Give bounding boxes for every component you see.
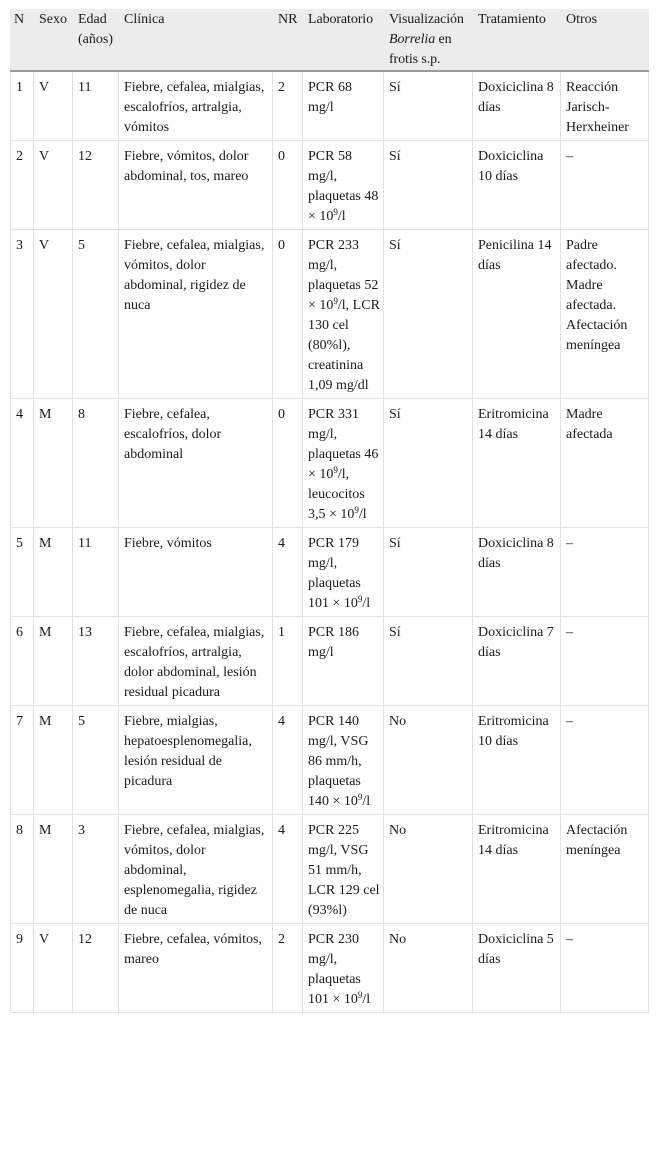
cell-visualizacion: Sí (384, 528, 473, 617)
lab-exponent: 9 (357, 990, 363, 1000)
lab-text: /l (362, 596, 371, 611)
header-laboratorio: Laboratorio (303, 10, 384, 72)
cell-edad: 5 (73, 230, 119, 399)
lab-text: PCR 179 mg/l, plaquetas 101 × 10 (308, 536, 361, 611)
cell-tratamiento: Doxiciclina 5 días (473, 924, 561, 1013)
cell-edad: 3 (73, 815, 119, 924)
cell-n: 1 (11, 71, 34, 141)
header-vis-line1: Visualización (389, 12, 464, 27)
cell-clinica: Fiebre, vómitos (119, 528, 273, 617)
cell-otros: – (561, 528, 649, 617)
cell-clinica: Fiebre, cefalea, mialgias, vómitos, dolor abdominal, esplenomegalia, rigidez de nuca (119, 815, 273, 924)
lab-text: PCR 233 mg/l, plaquetas 52 × 10 (308, 238, 379, 313)
cell-visualizacion: Sí (384, 617, 473, 706)
header-edad-line2: (años) (78, 32, 113, 47)
cell-laboratorio (303, 141, 384, 230)
cell-tratamiento: Eritromicina 14 días (473, 399, 561, 528)
cell-otros: – (561, 141, 649, 230)
table-row (11, 617, 649, 706)
cell-laboratorio (303, 528, 384, 617)
table-row (11, 528, 649, 617)
cell-n: 9 (11, 924, 34, 1013)
cell-clinica: Fiebre, cefalea, mialgias, escalofríos, artralgia, vómitos (119, 71, 273, 141)
cell-laboratorio (303, 230, 384, 399)
lab-text: /l (362, 794, 371, 809)
cell-visualizacion: Sí (384, 399, 473, 528)
cell-n: 8 (11, 815, 34, 924)
lab-exponent: 9 (354, 505, 359, 515)
header-otros: Otros (561, 10, 649, 72)
cell-nr: 4 (273, 528, 303, 617)
cell-n: 2 (11, 141, 34, 230)
header-vis-borrelia: Borrelia (389, 32, 436, 47)
cell-visualizacion: Sí (384, 71, 473, 141)
cell-n: 3 (11, 230, 34, 399)
lab-text: PCR 140 mg/l, VSG 86 mm/h, plaquetas 140 × 10 (308, 714, 369, 809)
cell-sexo: V (34, 924, 73, 1013)
cell-tratamiento: Penicilina 14 días (473, 230, 561, 399)
cell-laboratorio (303, 815, 384, 924)
cell-edad: 11 (73, 71, 119, 141)
table-row (11, 141, 649, 230)
cell-tratamiento: Doxiciclina 8 días (473, 528, 561, 617)
cell-otros: Afectación meníngea (561, 815, 649, 924)
cell-n: 6 (11, 617, 34, 706)
cell-clinica: Fiebre, cefalea, mialgias, escalofríos, artralgia, dolor abdominal, lesión residual picadura (119, 617, 273, 706)
cell-visualizacion: No (384, 815, 473, 924)
lab-text: PCR 58 mg/l, plaquetas 48 × 10 (308, 149, 379, 224)
lab-text: /l, leucocitos 3,5 × 10 (308, 467, 365, 522)
cell-clinica: Fiebre, mialgias, hepatoesplenomegalia, lesión residual de picadura (119, 706, 273, 815)
cell-tratamiento: Eritromicina 10 días (473, 706, 561, 815)
lab-text: PCR 331 mg/l, plaquetas 46 × 10 (308, 407, 379, 482)
lab-exponent: 9 (333, 207, 338, 217)
header-nr: NR (273, 10, 303, 72)
cell-sexo: V (34, 71, 73, 141)
cell-visualizacion: No (384, 706, 473, 815)
cell-laboratorio (303, 399, 384, 528)
cell-n: 4 (11, 399, 34, 528)
table-body (11, 71, 649, 1013)
cell-clinica: Fiebre, vómitos, dolor abdominal, tos, mareo (119, 141, 273, 230)
cell-n: 5 (11, 528, 34, 617)
cell-nr: 2 (273, 71, 303, 141)
cell-sexo: M (34, 399, 73, 528)
cell-nr: 0 (273, 230, 303, 399)
cell-clinica: Fiebre, cefalea, escalofríos, dolor abdominal (119, 399, 273, 528)
lab-exponent: 9 (333, 465, 338, 475)
header-tratamiento: Tratamiento (473, 10, 561, 72)
cell-edad: 8 (73, 399, 119, 528)
table-row (11, 815, 649, 924)
cell-sexo: M (34, 617, 73, 706)
lab-text: /l (358, 507, 367, 522)
header-n: N (11, 10, 34, 72)
cell-tratamiento: Doxiciclina 7 días (473, 617, 561, 706)
cell-edad: 12 (73, 141, 119, 230)
cell-laboratorio (303, 706, 384, 815)
header-visualizacion (384, 10, 473, 72)
cell-nr: 2 (273, 924, 303, 1013)
cell-sexo: V (34, 141, 73, 230)
cell-edad: 5 (73, 706, 119, 815)
cell-laboratorio (303, 71, 384, 141)
table-row (11, 399, 649, 528)
lab-text: PCR 225 mg/l, VSG 51 mm/h, LCR 129 cel (93%l) (308, 823, 380, 918)
cell-tratamiento: Eritromicina 14 días (473, 815, 561, 924)
cell-otros: Reacción Jarisch-Herxheiner (561, 71, 649, 141)
cell-otros: Madre afectada (561, 399, 649, 528)
cell-visualizacion: No (384, 924, 473, 1013)
lab-exponent: 9 (357, 792, 363, 802)
header-vis-line3: frotis s.p. (389, 52, 441, 67)
cell-edad: 11 (73, 528, 119, 617)
lab-text: /l, LCR 130 cel (80%l), creatinina 1,09 mg/dl (308, 298, 380, 393)
cell-visualizacion: Sí (384, 141, 473, 230)
cell-edad: 13 (73, 617, 119, 706)
cell-nr: 4 (273, 815, 303, 924)
cell-sexo: M (34, 528, 73, 617)
cell-otros: – (561, 706, 649, 815)
header-vis-en: en (435, 32, 452, 47)
lab-text: PCR 230 mg/l, plaquetas 101 × 10 (308, 932, 361, 1007)
lab-text: PCR 186 mg/l (308, 625, 359, 660)
table-row (11, 706, 649, 815)
header-edad-line1: Edad (78, 12, 107, 27)
table-header (11, 10, 649, 72)
cell-clinica: Fiebre, cefalea, mialgias, vómitos, dolor abdominal, rigidez de nuca (119, 230, 273, 399)
cell-sexo: M (34, 815, 73, 924)
lab-text: /l (362, 992, 371, 1007)
lab-text: PCR 68 mg/l (308, 80, 352, 115)
cell-otros: – (561, 924, 649, 1013)
header-edad (73, 10, 119, 72)
clinical-cases-table (10, 9, 649, 1013)
cell-sexo: V (34, 230, 73, 399)
table-row (11, 71, 649, 141)
cell-nr: 4 (273, 706, 303, 815)
header-clinica: Clínica (119, 10, 273, 72)
lab-exponent: 9 (333, 296, 338, 306)
header-row (11, 10, 649, 72)
lab-exponent: 9 (357, 594, 363, 604)
cell-otros: – (561, 617, 649, 706)
cell-otros: Padre afectado. Madre afectada. Afectación meníngea (561, 230, 649, 399)
table-row (11, 924, 649, 1013)
cell-n: 7 (11, 706, 34, 815)
cell-laboratorio (303, 617, 384, 706)
cell-tratamiento: Doxiciclina 10 días (473, 141, 561, 230)
cell-visualizacion: Sí (384, 230, 473, 399)
cell-laboratorio (303, 924, 384, 1013)
cell-nr: 1 (273, 617, 303, 706)
cell-tratamiento: Doxiciclina 8 días (473, 71, 561, 141)
header-sexo: Sexo (34, 10, 73, 72)
cell-nr: 0 (273, 141, 303, 230)
cell-sexo: M (34, 706, 73, 815)
table-row (11, 230, 649, 399)
cell-nr: 0 (273, 399, 303, 528)
clinical-table-container (10, 9, 648, 1013)
lab-text: /l (337, 209, 346, 224)
cell-edad: 12 (73, 924, 119, 1013)
cell-clinica: Fiebre, cefalea, vómitos, mareo (119, 924, 273, 1013)
